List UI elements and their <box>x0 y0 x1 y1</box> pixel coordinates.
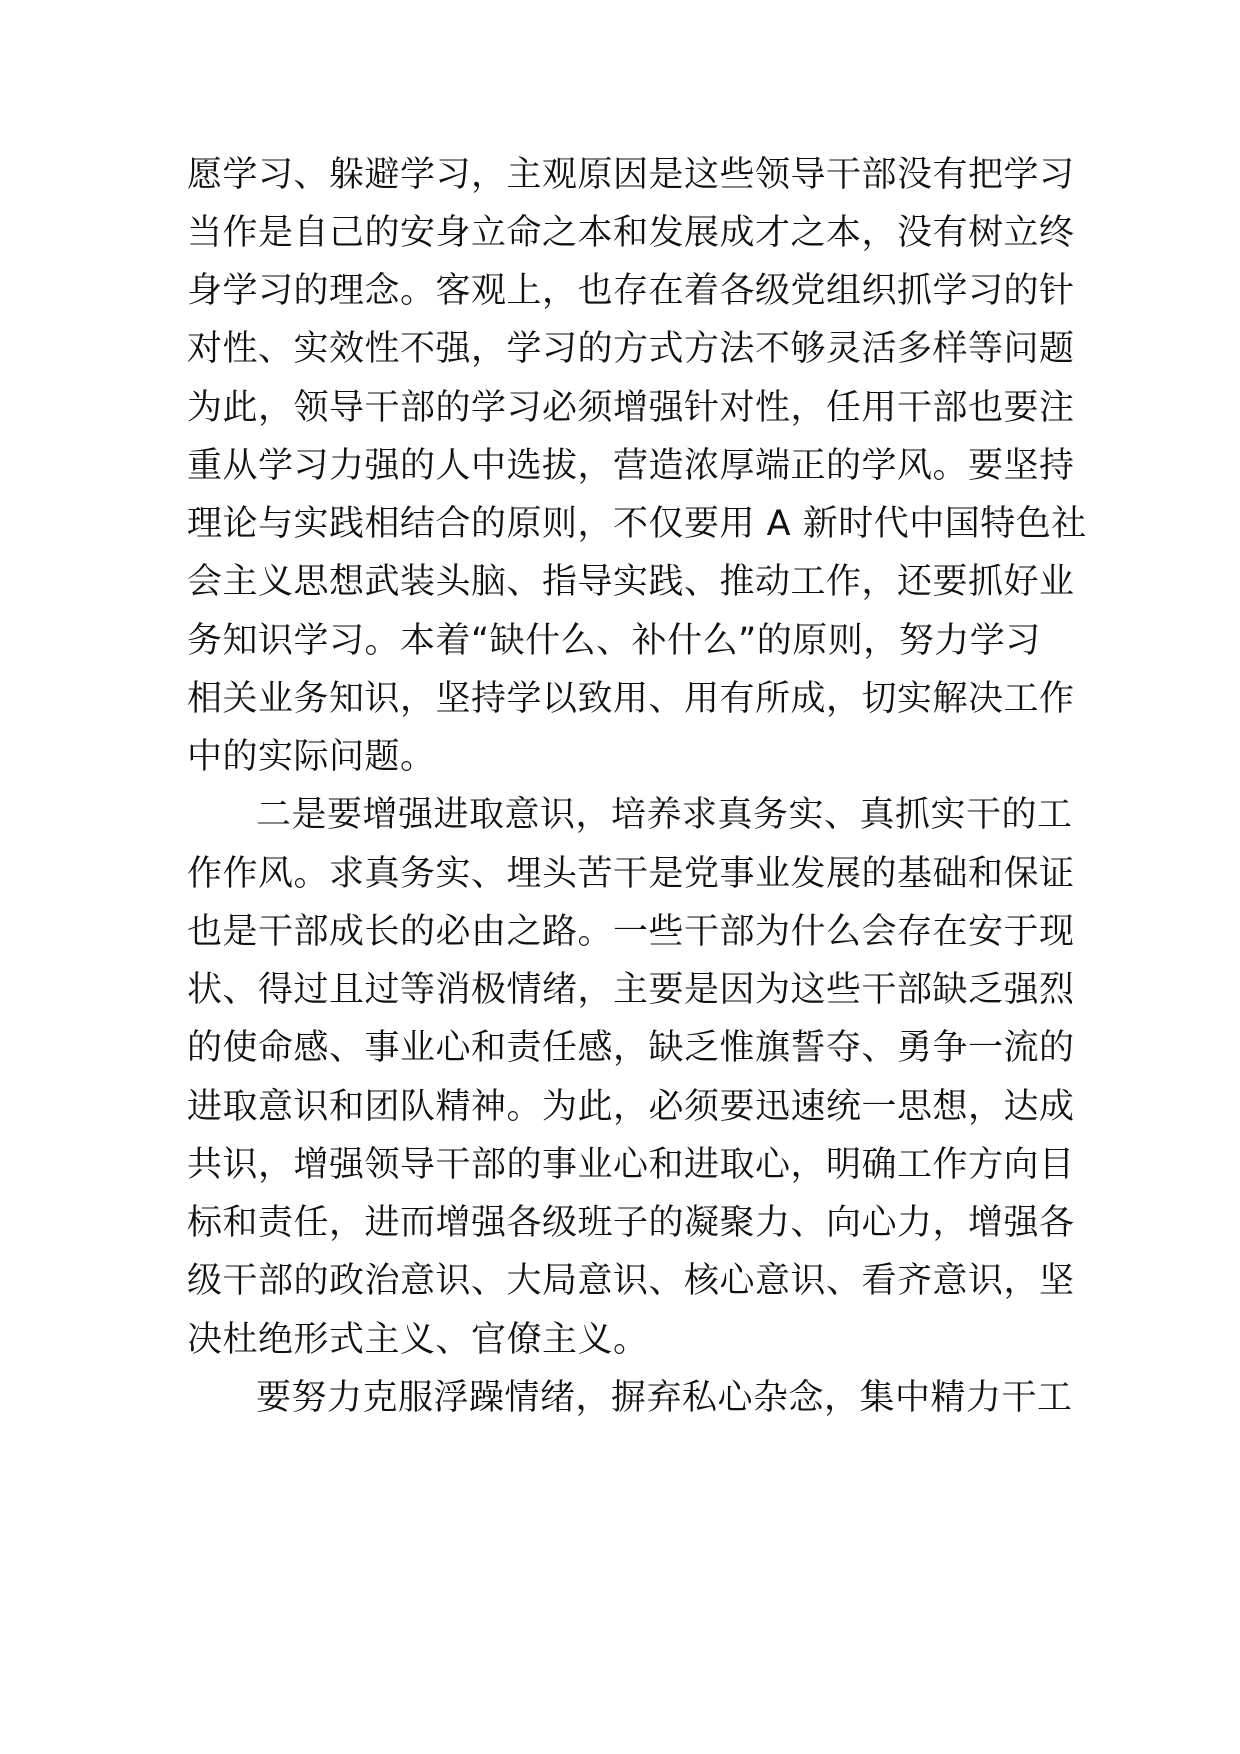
paragraph-start-line: 要努力克服浮躁情绪，摒弃私心杂念，集中精力干工 <box>256 1378 1073 1418</box>
text-line: 愿学习、躲避学习，主观原因是这些领导干部没有把学习 <box>187 155 1075 195</box>
text-line: 重从学习力强的人中选拔，营造浓厚端正的学风。要坚持 <box>187 446 1075 486</box>
text-line: 中的实际问题。 <box>187 737 436 777</box>
text-line: 为此，领导干部的学习必须增强针对性，任用干部也要注 <box>187 388 1075 428</box>
text-line: 会主义思想武装头脑、指导实践、推动工作，还要抓好业 <box>187 562 1075 602</box>
text-line: 级干部的政治意识、大局意识、核心意识、看齐意识，坚 <box>187 1261 1075 1301</box>
text-line: 进取意识和团队精神。为此，必须要迅速统一思想，达成 <box>187 1087 1075 1127</box>
text-line: 的使命感、事业心和责任感，缺乏惟旗誓夺、勇争一流的 <box>187 1028 1075 1068</box>
text-line: 也是干部成长的必由之路。一些干部为什么会存在安于现 <box>187 912 1075 952</box>
text-line: 身学习的理念。客观上，也存在着各级党组织抓学习的针 <box>187 271 1075 311</box>
text-line: 理论与实践相结合的原则，不仅要用 A 新时代中国特色社 <box>187 504 1087 544</box>
text-line: 务知识学习。本着“缺什么、补什么”的原则，努力学习 <box>187 621 1041 661</box>
text-line: 决杜绝形式主义、官僚主义。 <box>187 1320 649 1360</box>
text-line: 共识，增强领导干部的事业心和进取心，明确工作方向目 <box>187 1145 1075 1185</box>
text-line: 状、得过且过等消极情绪，主要是因为这些干部缺乏强烈 <box>187 970 1075 1010</box>
text-line: 相关业务知识，坚持学以致用、用有所成，切实解决工作 <box>187 679 1075 719</box>
text-line: 标和责任，进而增强各级班子的凝聚力、向心力，增强各 <box>187 1203 1075 1243</box>
text-line: 对性、实效性不强，学习的方式方法不够灵活多样等问题 <box>187 329 1075 369</box>
paragraph-start-line: 二是要增强进取意识，培养求真务实、真抓实干的工 <box>256 795 1073 835</box>
text-line: 作作风。求真务实、埋头苦干是党事业发展的基础和保证 <box>187 854 1075 894</box>
text-line: 当作是自己的安身立命之本和发展成才之本，没有树立终 <box>187 213 1075 253</box>
